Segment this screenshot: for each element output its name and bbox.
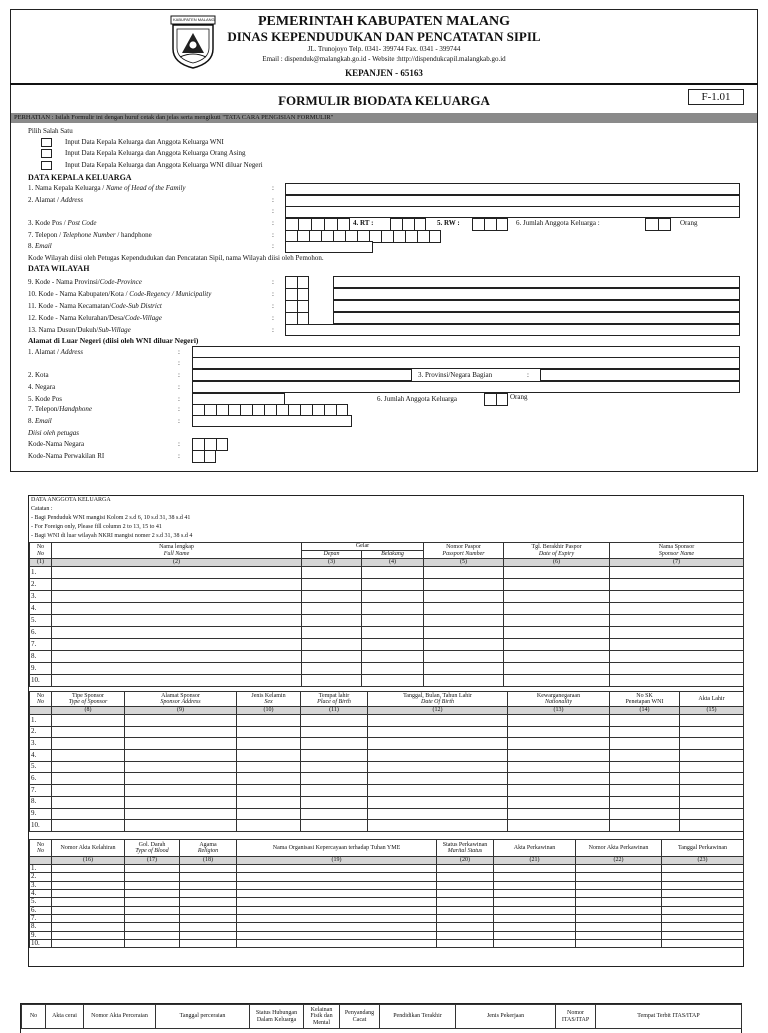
kepala-f3-label: 3. Kode Pos / Post Code (28, 219, 97, 227)
kode-perwakilan-boxes[interactable] (192, 450, 216, 463)
petugas-label: Diisi oleh petugas (28, 429, 79, 437)
kepala-heading: DATA KEPALA KELUARGA (28, 173, 132, 182)
colon: : (178, 359, 180, 367)
table-row: 10. (30, 675, 744, 687)
table-row: 8. (30, 651, 744, 663)
table-row: 6. (30, 906, 744, 914)
attention-text: PERHATIAN : Isilah Formulir ini dengan huruf cetak dan jelas serta mengikuti "TATA CARA PENGISIAN FORMULIR" (14, 114, 334, 121)
province-name-field[interactable] (333, 276, 740, 288)
abroad-address-field-2[interactable] (192, 357, 740, 369)
table-row: 3. (30, 738, 744, 750)
table-row: 7. (30, 915, 744, 923)
anggota-table-2: No No Tipe Sponsor Type of Sponsor Alamat Sponsor Sponsor Address Jenis Kelamin Sex Tempat lahir Place of Birth Tanggal, Bulan, Tahun Lahir Date Of Birth Kewarganegaraan Nationality No SK Penetapan WNI Akta Lahir (8) (9) (10) (11) (12) (13) (14) (15) 1. 2. 3. 4. 5. 6. 7. 8. 9. 10. (29, 691, 744, 832)
colon: : (272, 231, 274, 239)
table-row: 3. (30, 881, 744, 889)
table-row: 7. (30, 639, 744, 651)
email-field[interactable] (285, 241, 373, 253)
abroad-jumlah-boxes[interactable] (484, 393, 508, 406)
anggota-table-3: No No Nomor Akta Kelahiran Gol. Darah Type of Blood Agama Religion Nama Organisasi Kepercayaan terhadap Tuhan YME Status Perkawinan Marital Status Akta Perkawinan Nomor Akta Perkawinan Tanggal Perkawinan (16) (17) (18) (19) (20) (21) (22) (23) 1. 2. 3. 4. 5. 6. 7. 8. 9. 10. (29, 839, 744, 948)
district-name-field[interactable] (333, 300, 740, 312)
colon: : (272, 184, 274, 192)
anggota-table-1: No No Nama lengkap Full Name Gelar Nomor Paspor Passport Number Tgl. Berakhir Paspor Date of Expiry Nama Sponsor Sponsor Name Depan Belakang (1) (2) (3) (4) (5) (6) (7) 1. 2. 3. 4. 5. 6. 7. 8. 9. 10. (29, 542, 744, 687)
kode-perwakilan-label: Kode-Nama Perwakilan RI (28, 452, 105, 460)
wilayah-heading: DATA WILAYAH (28, 264, 90, 273)
abroad-orang-label: Orang (510, 393, 528, 401)
wilayah-f12-label: 12. Kode - Nama Kelurahan/Desa/Code-Village (28, 314, 162, 322)
table-row: 10. (30, 820, 744, 832)
table-3-rows (30, 865, 744, 948)
kode-negara-label: Kode-Nama Negara (28, 440, 85, 448)
table-row: 2. (30, 579, 744, 591)
wilayah-f11-label: 11. Kode - Nama Kecamatan/Code-Sub District (28, 302, 162, 310)
kepala-address-field-2[interactable] (285, 206, 740, 218)
colon: : (272, 242, 274, 250)
colon: : (178, 452, 180, 460)
table-row: 1. (30, 865, 744, 873)
logo-text: KABUPATEN MALANG (173, 17, 215, 22)
wilayah-note: Kode Wilayah diisi oleh Petugas Kependudukan dan Pencatatan Sipil, nama Wilayah diisi oleh Pemohon. (28, 254, 324, 262)
table-row: 6. (30, 627, 744, 639)
subvillage-field[interactable] (285, 324, 740, 336)
rt-label: 4. RT : (353, 219, 374, 227)
anggota-note-2: - For Foreign only, Please fill column 2 to 13, 15 to 41 (31, 524, 162, 530)
form-title: FORMULIR BIODATA KELUARGA (278, 93, 490, 108)
luar-a3-label: 3. Provinsi/Negara Bagian (418, 371, 493, 379)
wilayah-f13-label: 13. Nama Dusun/Dukuh/Sub-Village (28, 326, 131, 334)
table-row: 4. (30, 750, 744, 762)
header-line5: KEPANJEN - 65163 (345, 68, 423, 78)
rw-boxes[interactable] (472, 218, 508, 231)
option-label-abroad: Input Data Kepala Keluarga dan Anggota Keluarga WNI diluar Negeri (65, 161, 263, 169)
table-row: 8. (30, 923, 744, 931)
table-row: 9. (30, 931, 744, 939)
header-line2: DINAS KEPENDUDUKAN DAN PENCATATAN SIPIL (227, 29, 541, 44)
abroad-state-field[interactable] (540, 369, 740, 381)
option-label-foreign: Input Data Kepala Keluarga dan Anggota Keluarga Orang Asing (65, 149, 246, 157)
table-row: 5. (30, 615, 744, 627)
anggota-catatan: Catatan : (31, 506, 53, 512)
kepala-f1-label: 1. Nama Kepala Keluarga / Name of Head of the Family (28, 184, 186, 192)
table-row: 4. (30, 890, 744, 898)
colon: : (272, 290, 274, 298)
colon: : (272, 219, 274, 227)
abroad-country-field[interactable] (192, 381, 740, 393)
header-line1: PEMERINTAH KABUPATEN MALANG (258, 14, 510, 29)
colon: : (272, 314, 274, 322)
choose-label: Pilih Salah Satu (28, 127, 73, 135)
table-row: 9. (30, 808, 744, 820)
form-code: F-1.01 (688, 89, 744, 105)
colon: : (272, 207, 274, 215)
jumlah-boxes[interactable] (645, 218, 671, 231)
rw-label: 5. RW : (437, 219, 460, 227)
colon: : (272, 278, 274, 286)
anggota-title: DATA ANGGOTA KELUARGA (31, 497, 111, 503)
colon: : (272, 196, 274, 204)
luar-a2-label: 2. Kota (28, 371, 49, 379)
table-row: 9. (30, 663, 744, 675)
colon: : (178, 371, 180, 379)
abroad-city-field[interactable] (192, 369, 412, 381)
table-row: 1. (30, 715, 744, 727)
colon: : (178, 395, 180, 403)
option-checkbox-abroad[interactable] (41, 161, 52, 170)
wilayah-f9-label: 9. Kode - Nama Provinsi/Code-Province (28, 278, 142, 286)
kepala-f2-label: 2. Alamat / Address (28, 196, 83, 204)
colon: : (178, 348, 180, 356)
table-row: 2. (30, 873, 744, 881)
anggota-note-1: - Bagi Penduduk WNI mangisi Kolom 2 s.d 6, 10 s.d 31, 38 s.d 41 (31, 515, 191, 521)
colon: : (527, 371, 529, 379)
anggota-note-3: - Bagi WNI di luar wilayah NKRI mangisi nomer 2 s.d 31, 38 s.d 4 (31, 533, 193, 539)
table-row: 1. (30, 567, 744, 579)
table-row: 6. (30, 773, 744, 785)
colon: : (178, 383, 180, 391)
table-row: 7. (30, 785, 744, 797)
luar-a4-label: 4. Negara (28, 383, 56, 391)
colon: : (178, 405, 180, 413)
wilayah-f10-label: 10. Kode - Nama Kabupaten/Kota / Code-Regency / Municipality (28, 290, 212, 298)
table-row: 5. (30, 761, 744, 773)
header-divider (10, 83, 758, 85)
table-2-rows (30, 715, 744, 832)
orang-label: Orang (680, 219, 698, 227)
anggota-table-4: No Akta cerai Nomor Akta Perceraian Tanggal perceraian Status Hubungan Dalam Keluarga Kelainan Fisik dan Mental Penyandang Cacat Pendidikan Terakhir Jenis Pekerjaan Nomor ITAS/ITAP Tempat Terbit ITAS/ITAP (21, 1004, 742, 1029)
option-checkbox-wni[interactable] (41, 138, 52, 147)
luar-a5-label: 5. Kode Pos (28, 395, 63, 403)
header-line4: Email : dispenduk@malangkab.go.id - Website :http://dispendukcapil.malangkab.go.id (262, 55, 506, 63)
luar-a8-label: 8. Email (28, 417, 52, 425)
abroad-email-field[interactable] (192, 415, 352, 427)
table-row: 5. (30, 898, 744, 906)
village-name-field[interactable] (333, 312, 740, 324)
luar-a1-label: 1. Alamat / Address (28, 348, 83, 356)
regency-name-field[interactable] (333, 288, 740, 300)
option-label-wni: Input Data Kepala Keluarga dan Anggota Keluarga WNI (65, 138, 224, 146)
table-row: 3. (30, 591, 744, 603)
kepala-name-field[interactable] (285, 183, 740, 195)
option-checkbox-foreign[interactable] (41, 149, 52, 158)
colon: : (178, 417, 180, 425)
table-row: 10. (30, 940, 744, 948)
colon: : (272, 326, 274, 334)
luar-a6-label: 6. Jumlah Anggota Keluarga (377, 395, 457, 403)
table-1-rows (30, 567, 744, 687)
table-row: 8. (30, 796, 744, 808)
table-row: 4. (30, 603, 744, 615)
luar-heading: Alamat di Luar Negeri (diisi oleh WNI diluar Negeri) (28, 336, 199, 345)
luar-a7-label: 7. Telepon/Handphone (28, 405, 92, 413)
header-line3: JL. Trunojoyo Telp. 0341- 399744 Fax. 0341 - 399744 (307, 45, 461, 53)
colon: : (272, 302, 274, 310)
colon: : (178, 440, 180, 448)
kepala-f8-label: 8. Email (28, 242, 52, 250)
kepala-f7-label: 7. Telepon / Telephone Number / handphone (28, 231, 152, 239)
jumlah-label: 6. Jumlah Anggota Keluarga : (516, 219, 600, 227)
table-row: 2. (30, 726, 744, 738)
